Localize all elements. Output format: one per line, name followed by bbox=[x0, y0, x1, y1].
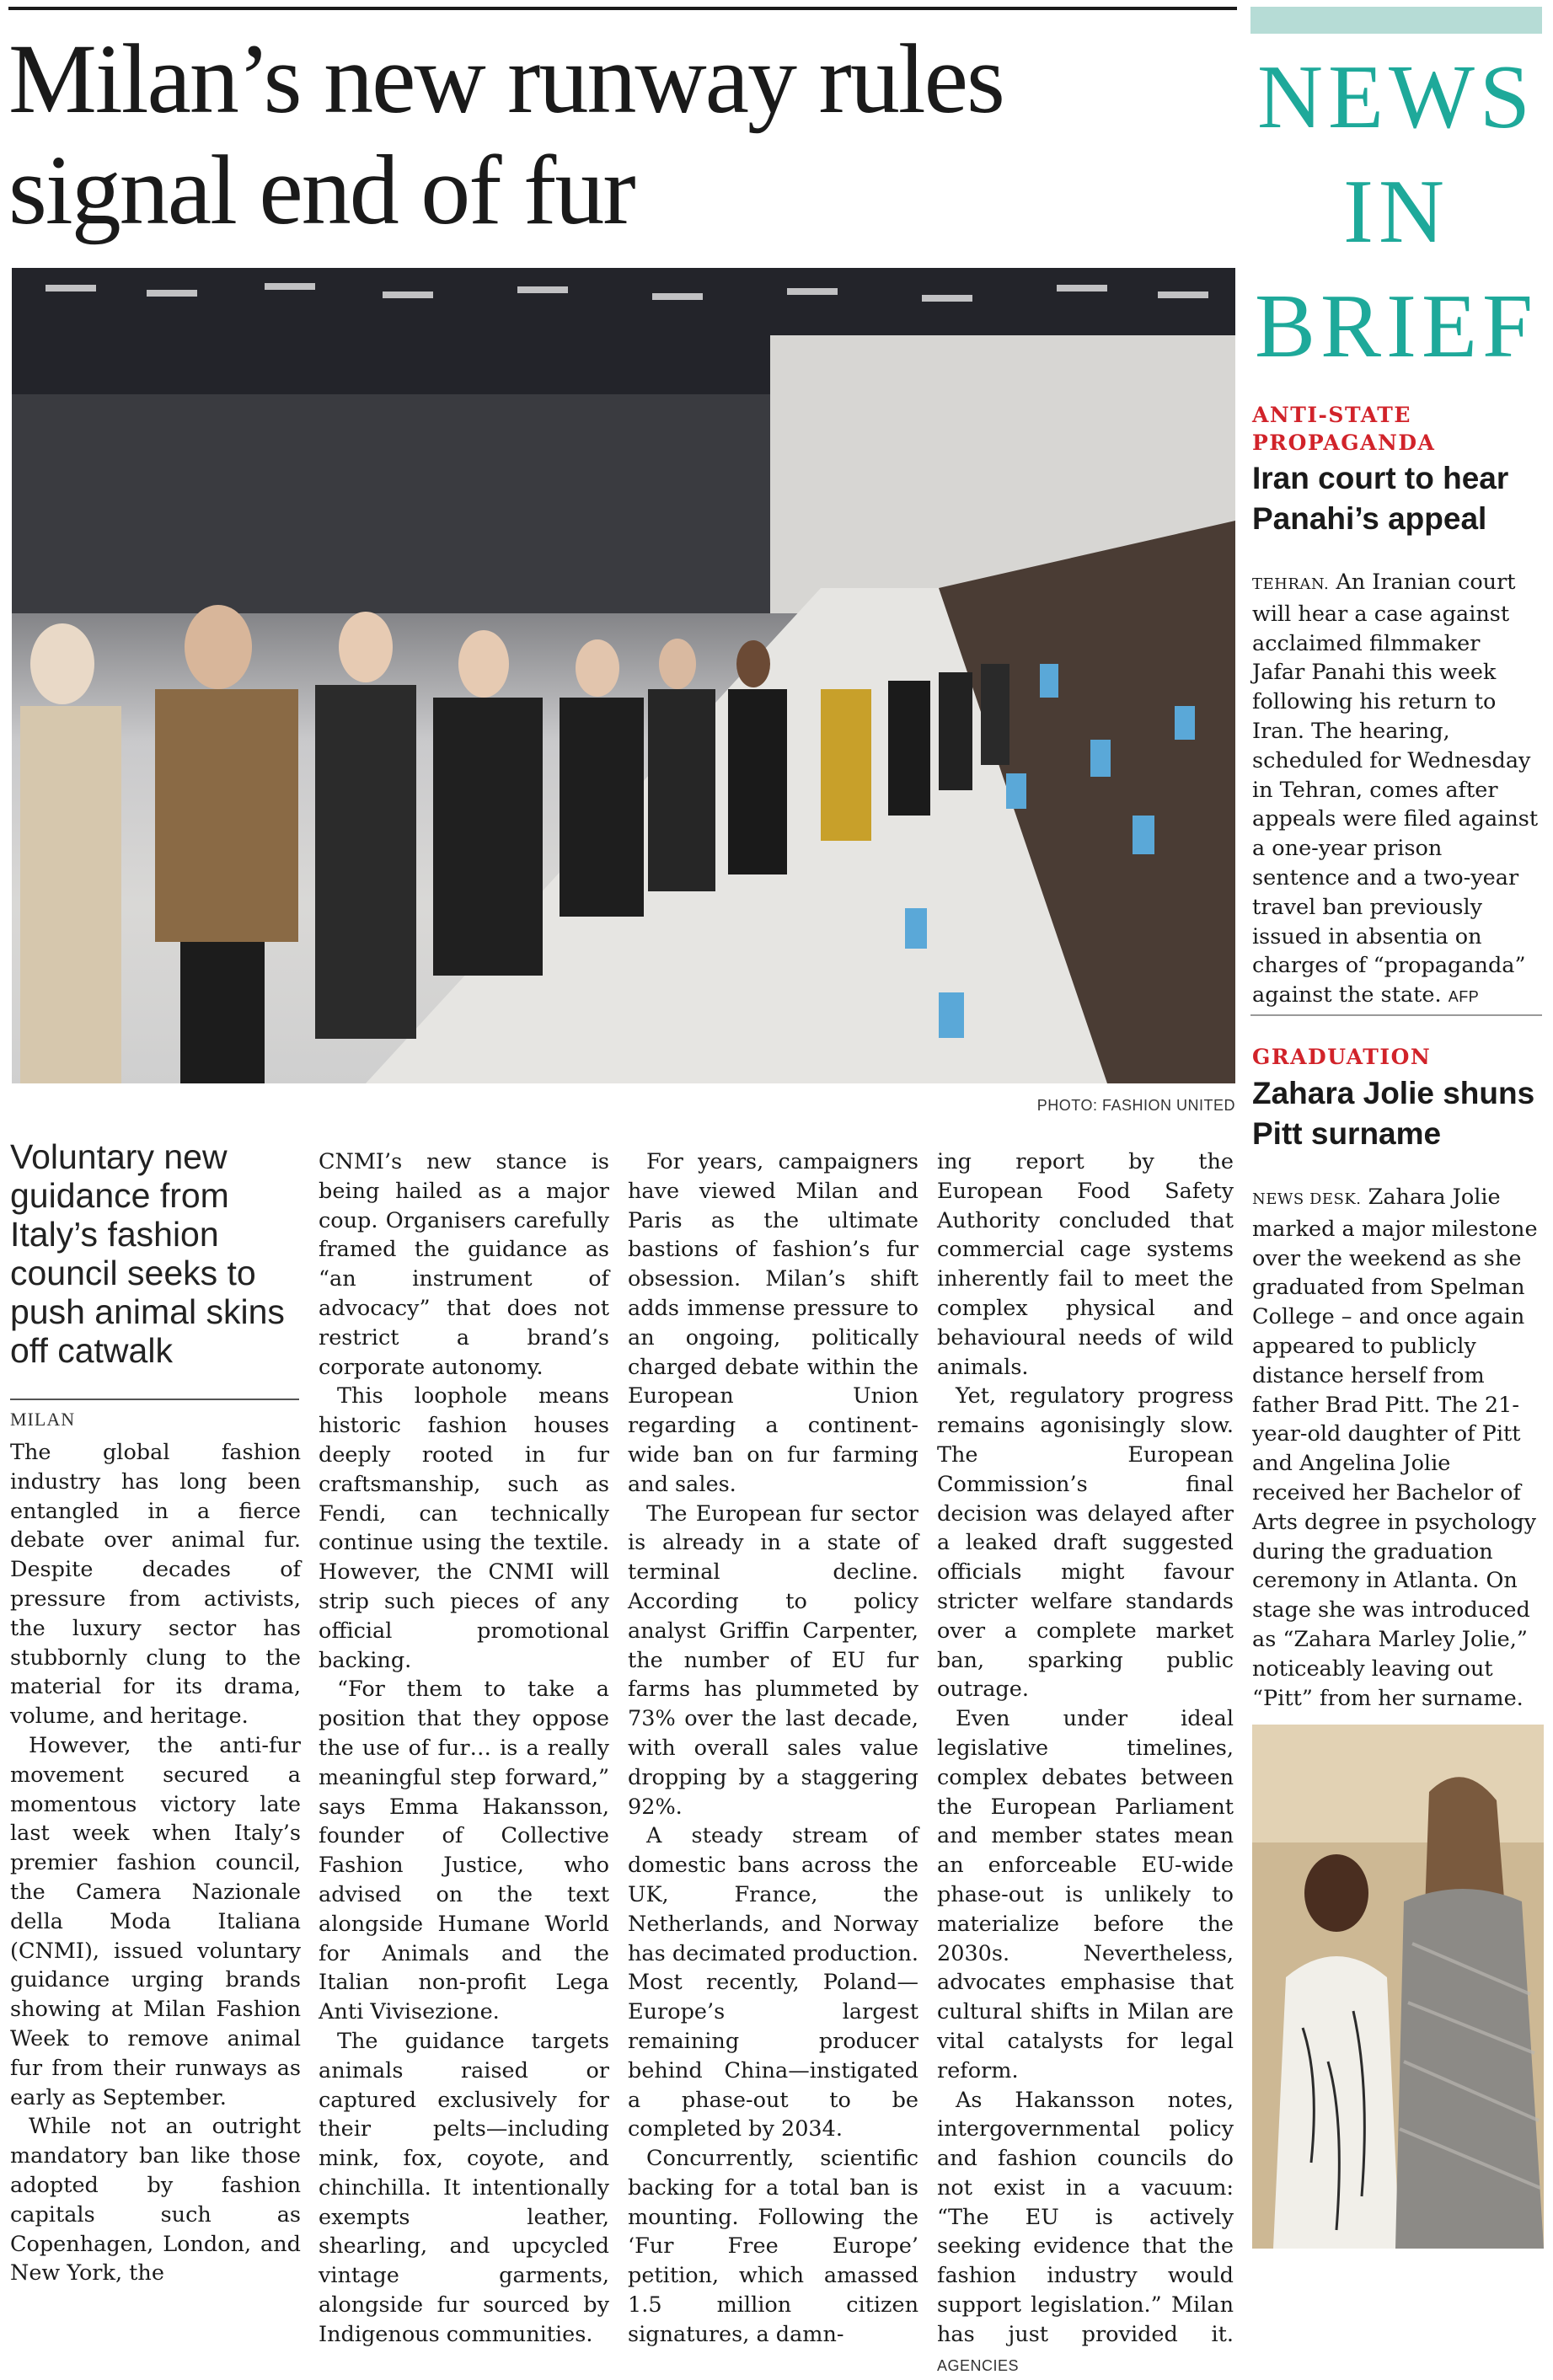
article-paragraph: Concurrently, scientific backing for a total ban is mounting. Following the ‘Fur Free Europe’ petition, which amassed 1.5 million citizen signatures, a damn- bbox=[628, 2144, 918, 2350]
article-paragraph: While not an outright mandatory ban like those adopted by fashion capitals such as Copenhagen, London, and New York, the bbox=[10, 2112, 301, 2288]
brief-body bbox=[1252, 568, 1539, 1012]
article-paragraph: Even under ideal legislative timelines, complex debates between the European Parliament and member states mean an enforceable EU-wide phase-out is unlikely to materialize before the 2030s. Nevertheless, advocates emphasise that cultural shifts in Milan are vital catalysts for legal reform. bbox=[937, 1704, 1234, 2085]
runway-photo bbox=[12, 268, 1235, 1083]
article-paragraph: “For them to take a position that they oppose the use of fur… is a really meaningful step forward,” says Emma Hakansson, founder of Collective Fashion Justice, who advised on the text alongside Humane World for Animals and the Italian non-profit Lega Anti Vivisezione. bbox=[319, 1675, 609, 2027]
dateline: MILAN bbox=[10, 1409, 75, 1431]
brief-kicker-line: ANTI-STATE bbox=[1252, 401, 1539, 429]
article-paragraph bbox=[937, 2086, 1234, 2380]
brief-dateline: NEWS DESK. bbox=[1252, 1190, 1362, 1208]
article-column-3 bbox=[628, 1147, 918, 2350]
sidebar-title-line: IN bbox=[1250, 155, 1542, 270]
article-column-1 bbox=[10, 1438, 301, 2288]
sidebar-title-line: NEWS bbox=[1250, 40, 1542, 155]
sidebar-accent-bar bbox=[1250, 7, 1542, 34]
source-tag: AGENCIES bbox=[937, 2357, 1019, 2374]
article-paragraph: Yet, regulatory progress remains agonisingly slow. The European Commission’s final decision was delayed after a leaked draft suggested officials might favour stricter welfare standards over a complete market ban, sparking public outrage. bbox=[937, 1382, 1234, 1704]
article-paragraph: The European fur sector is already in a state of terminal decline. According to policy analyst Griffin Carpenter, the number of EU fur farms has plummeted by 73% over the last decade, with overall sales value dropping by a staggering 92%. bbox=[628, 1500, 918, 1822]
brief-kicker bbox=[1252, 401, 1539, 457]
jolie-photo-illustration bbox=[1252, 1725, 1544, 2249]
brief-divider bbox=[1250, 1014, 1542, 1016]
article-paragraph: A steady stream of domestic bans across the UK, France, the Netherlands, and Norway has decimated production. Most recently, Poland—Europe’s largest remaining producer behind China—instigated a phase-out to be completed by 2034. bbox=[628, 1821, 918, 2144]
brief-kicker: GRADUATION bbox=[1252, 1043, 1539, 1071]
standfirst: Voluntary new guidance from Italy’s fashion council seeks to push animal skins off catwalk bbox=[10, 1137, 297, 1370]
standfirst-rule bbox=[10, 1399, 299, 1400]
brief-kicker-line: PROPAGANDA bbox=[1252, 429, 1539, 457]
brief-body bbox=[1252, 1183, 1544, 1713]
article-paragraph: The global fashion industry has long been entangled in a fierce debate over animal fur. Despite decades of pressure from activists, the luxury sector has stubbornly clung to the material for its drama, volume, and heritage. bbox=[10, 1438, 301, 1731]
article-paragraph: ing report by the European Food Safety Authority concluded that commercial cage systems inherently fail to meet the complex physical and behavioural needs of wild animals. bbox=[937, 1147, 1234, 1382]
article-paragraph: For years, campaigners have viewed Milan and Paris as the ultimate bastions of fashion’s fur obsession. Milan’s shift adds immense pressure to an ongoing, politically charged debate within the European Union regarding a continent-wide ban on fur farming and sales. bbox=[628, 1147, 918, 1500]
article-paragraph: The guidance targets animals raised or captured exclusively for their pelts—including mink, fox, coyote, and chinchilla. It intentionally exempts leather, shearling, and upcycled vintage garments, alongside fur sourced by Indigenous communities. bbox=[319, 2027, 609, 2350]
source-tag: AFP bbox=[1449, 988, 1480, 1005]
article-paragraph: However, the anti-fur movement secured a momentous victory late last week when Italy’s premier fashion council, the Camera Nazionale della Moda Italiana (CNMI), issued voluntary guidance urging brands showing at Milan Fashion Week to remove animal fur from their runways as early as September. bbox=[10, 1731, 301, 2112]
top-rule bbox=[8, 7, 1237, 10]
sidebar-title-line: BRIEF bbox=[1250, 270, 1542, 384]
runway-photo-illustration bbox=[12, 268, 1235, 1083]
main-headline: Milan’s new runway rules signal end of fur bbox=[8, 24, 1237, 246]
article-column-4 bbox=[937, 1147, 1234, 2380]
article-paragraph-text: As Hakansson notes, intergovernmental policy and fashion councils do not exist in a vacuum: “The EU is actively seeking evidence that the fashion industry would support legislation.” Milan has just provided it. bbox=[937, 2088, 1234, 2347]
jolie-photo bbox=[1252, 1725, 1544, 2249]
article-paragraph: This loophole means historic fashion houses deeply rooted in fur craftsmanship, such as Fendi, can technically continue using the textile. However, the CNMI will strip such pieces of any official promotional backing. bbox=[319, 1382, 609, 1675]
article-column-2 bbox=[319, 1147, 609, 2350]
news-in-brief-title bbox=[1250, 40, 1542, 384]
brief-headline: Zahara Jolie shuns Pitt surname bbox=[1252, 1073, 1544, 1154]
brief-text: Zahara Jolie marked a major milestone over the weekend as she graduated from Spelman College – and once again appeared to publicly distance herself from father Brad Pitt. The 21-year-old daughter of Pitt and Angelina Jolie received her Bachelor of Arts degree in psychology during the graduation ceremony in Atlanta. On stage she was introduced as “Zahara Marley Jolie,” noticeably leaving out “Pitt” from her surname. bbox=[1252, 1185, 1538, 1711]
brief-dateline: TEHRAN. bbox=[1252, 575, 1329, 593]
photo-credit: PHOTO: FASHION UNITED bbox=[1037, 1097, 1235, 1115]
brief-text: An Iranian court will hear a case against acclaimed filmmaker Jafar Panahi this week following his return to Iran. The hearing, scheduled for Wednesday in Tehran, comes after appeals were filed against a one-year prison sentence and a two-year travel ban previously issued in absentia on charges of “propaganda” against the state. bbox=[1252, 570, 1538, 1008]
brief-headline: Iran court to hear Panahi’s appeal bbox=[1252, 458, 1544, 539]
article-paragraph: CNMI’s new stance is being hailed as a major coup. Organisers carefully framed the guidance as “an instrument of advocacy” that does not restrict a brand’s corporate autonomy. bbox=[319, 1147, 609, 1382]
